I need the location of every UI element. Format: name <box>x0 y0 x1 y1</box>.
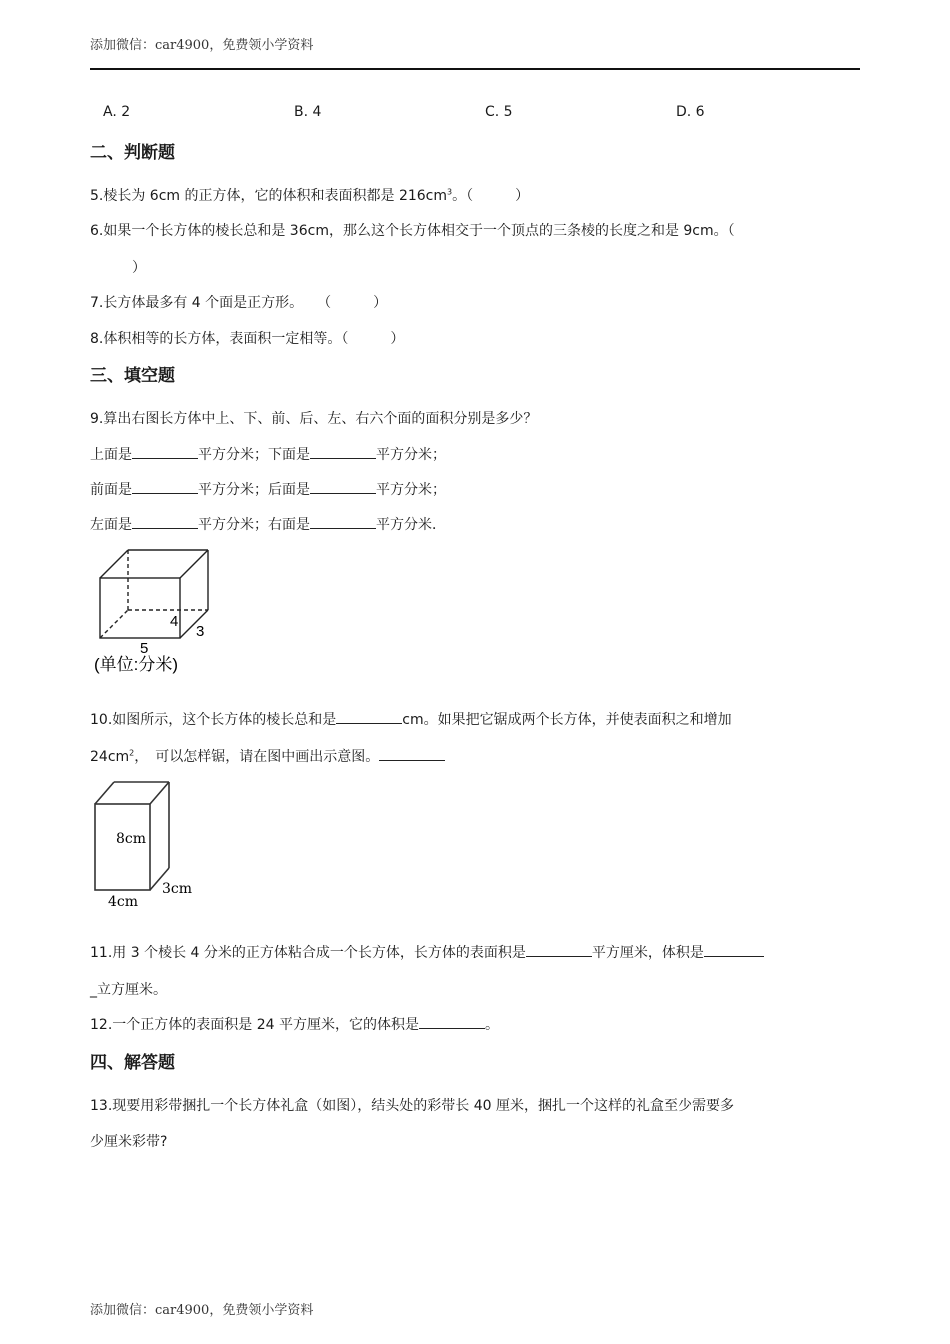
label-height-8cm: 8cm <box>116 831 147 847</box>
page-footer: 添加微信：car4900，免费领小学资料 <box>90 1303 314 1318</box>
answer-blank[interactable] <box>704 942 764 957</box>
q5-sup: 3 <box>447 187 453 197</box>
label-depth: 3 <box>196 623 205 640</box>
question-10-line2: $24cm^2$， 可以怎样锯，请在图中画出示意图。 <box>90 746 445 766</box>
cuboid-figure-q10 <box>88 776 203 914</box>
question-12: 12.一个正方体的表面积是 24 平方厘米，它的体积是 。 <box>90 1014 499 1034</box>
label-height: 4 <box>170 613 179 630</box>
question-5 <box>90 185 529 205</box>
q9-row-2: 前面是 平方分米；后面是 平方分米； <box>90 479 446 499</box>
answer-blank[interactable] <box>132 479 198 494</box>
section-title-solve: 四、解答题 <box>90 1053 175 1073</box>
answer-blank[interactable] <box>310 444 376 459</box>
label-length: 5 <box>140 640 149 657</box>
label-depth-3cm: 3cm <box>162 881 193 897</box>
question-8: 8.体积相等的长方体，表面积一定相等。（ ） <box>90 331 405 347</box>
answer-blank[interactable] <box>526 942 592 957</box>
cuboid-figure-q9 <box>88 540 218 680</box>
question-10-line1: 10.如图所示，这个长方体的棱长总和是 cm。如果把它锯成两个长方体，并使表面积之和增加 <box>90 709 732 729</box>
answer-blank[interactable] <box>132 514 198 529</box>
header-divider <box>90 68 860 70</box>
question-6-line1: 6.如果一个长方体的棱长总和是 36cm，那么这个长方体相交于一个顶点的三条棱的长度之和是 9cm。（ <box>90 223 735 239</box>
question-13-line1: 13.现要用彩带捆扎一个长方体礼盒（如图），结头处的彩带长 40 厘米，捆扎一个这样的礼盒至少需要多 <box>90 1098 734 1114</box>
q9-row-3: 左面是 平方分米；右面是 平方分米． <box>90 514 446 534</box>
label-width-4cm: 4cm <box>108 894 139 910</box>
option-b: B. 4 <box>294 104 322 120</box>
q5-text: 5.棱长为 6cm 的正方体，它的体积和表面积都是 216cm <box>90 188 448 204</box>
answer-blank[interactable] <box>132 444 198 459</box>
q9-row-1: 上面是 平方分米；下面是 平方分米； <box>90 444 446 464</box>
answer-blank[interactable] <box>336 709 402 724</box>
question-9: 9.算出右图长方体中上、下、前、后、左、右六个面的面积分别是多少？ <box>90 411 538 427</box>
option-d: D. 6 <box>676 104 705 120</box>
question-11-line1: 11.用 3 个棱长 4 分米的正方体粘合成一个长方体，长方体的表面积是 平方厘米，体积是 <box>90 942 764 962</box>
answer-blank[interactable] <box>310 514 376 529</box>
question-7: 7.长方体最多有 4 个面是正方形。 （ ） <box>90 295 388 311</box>
answer-blank[interactable] <box>379 746 445 761</box>
answer-blank[interactable] <box>310 479 376 494</box>
question-13-line2: 少厘米彩带? <box>90 1134 168 1150</box>
unit-label: (单位:分米) <box>94 655 179 674</box>
section-title-fill: 三、填空题 <box>90 366 175 386</box>
page-header: 添加微信：car4900，免费领小学资料 <box>90 38 314 53</box>
question-6-line2: ） <box>132 260 146 276</box>
q5-tail: 。（ ） <box>452 188 530 204</box>
answer-blank[interactable] <box>419 1014 485 1029</box>
section-title-judgement: 二、判断题 <box>90 143 175 163</box>
option-c: C. 5 <box>485 104 513 120</box>
option-a: A. 2 <box>103 104 131 120</box>
question-11-line2: _立方厘米。 <box>90 982 167 998</box>
front-face <box>100 578 180 638</box>
